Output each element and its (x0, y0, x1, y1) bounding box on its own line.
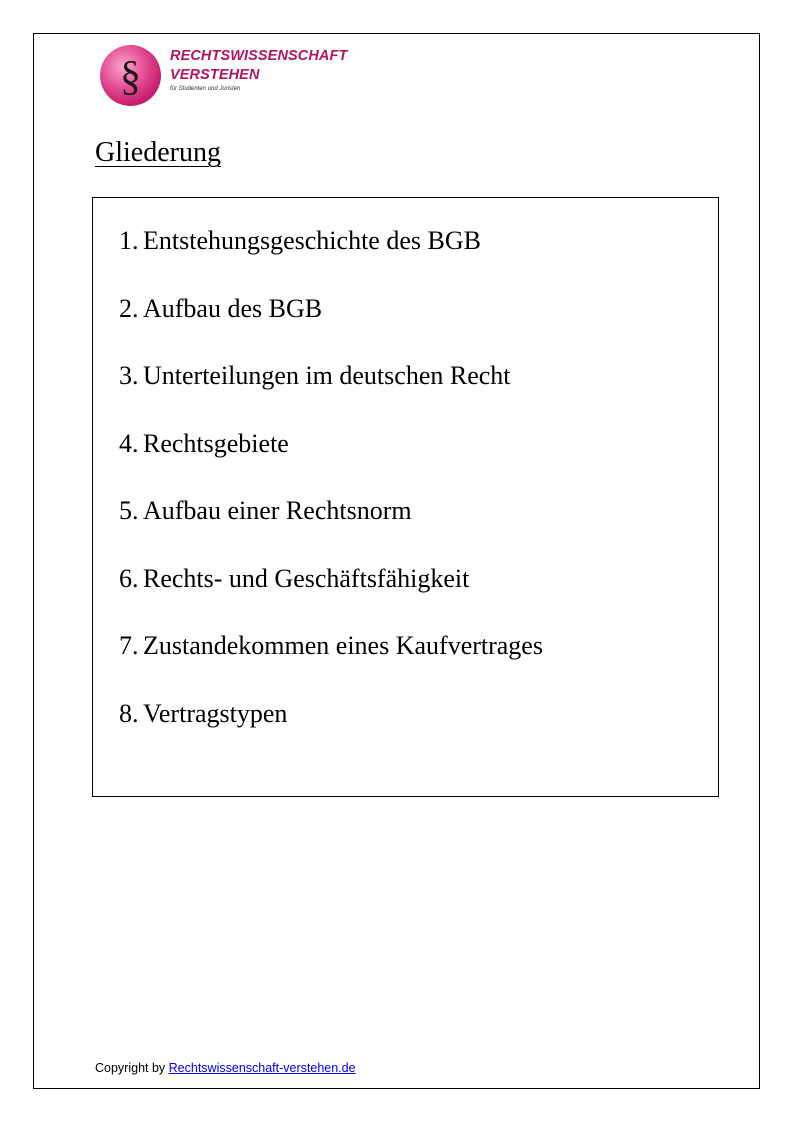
copyright-prefix: Copyright by (95, 1061, 169, 1075)
toc-item (119, 293, 543, 325)
copyright-footer (95, 1061, 356, 1075)
toc-list (119, 225, 543, 765)
toc-item-number: 6. (119, 563, 139, 593)
toc-item (119, 225, 543, 257)
toc-item (119, 698, 543, 730)
toc-item-number: 4. (119, 428, 139, 458)
paragraph-icon (100, 45, 161, 106)
toc-item-number: 3. (119, 361, 139, 390)
toc-item-number: 1. (119, 226, 139, 255)
toc-item (119, 428, 543, 460)
logo-text-line1: RECHTSWISSENSCHAFT (170, 48, 348, 64)
toc-item (119, 360, 543, 392)
site-logo (100, 45, 360, 107)
logo-text-line2: VERSTEHEN (170, 67, 260, 83)
toc-item-label: Aufbau einer Rechtsnorm (143, 496, 412, 525)
toc-item-label: Entstehungsgeschichte des BGB (143, 226, 481, 255)
toc-item (119, 495, 543, 527)
toc-item (119, 563, 543, 595)
toc-item-number: 2. (119, 293, 139, 323)
toc-item-number: 5. (119, 496, 139, 525)
toc-item-label: Rechtsgebiete (143, 428, 289, 458)
toc-item-number: 8. (119, 698, 139, 728)
page-title: Gliederung (95, 137, 221, 168)
toc-item (119, 630, 543, 662)
table-of-contents (92, 197, 719, 797)
toc-item-label: Zustandekommen eines Kaufvertrages (143, 631, 543, 660)
logo-tagline: für Studenten und Juristen (170, 86, 241, 92)
toc-item-label: Unterteilungen im deutschen Recht (143, 361, 511, 390)
toc-item-number: 7. (119, 631, 139, 660)
toc-item-label: Aufbau des BGB (143, 293, 323, 323)
logo-symbol: § (120, 54, 141, 100)
toc-item-label: Vertragstypen (143, 698, 288, 728)
toc-item-label: Rechts- und Geschäftsfähigkeit (143, 563, 470, 593)
website-link[interactable]: Rechtswissenschaft-verstehen.de (168, 1061, 356, 1075)
